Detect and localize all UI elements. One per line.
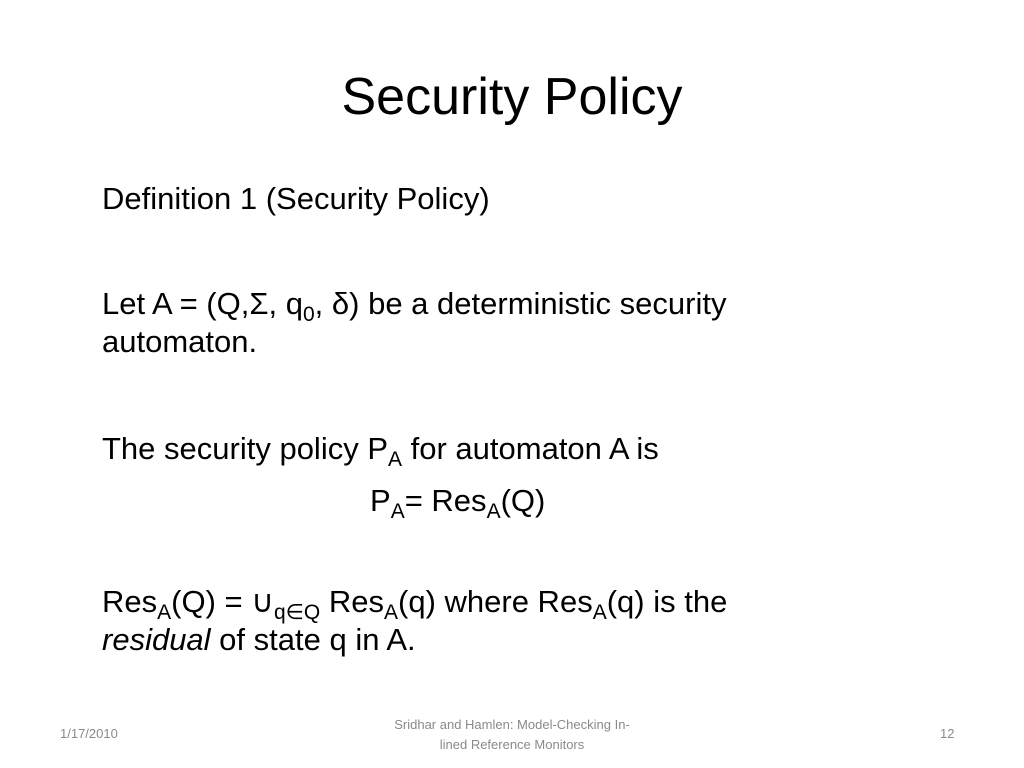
footer-date: 1/17/2010 — [60, 726, 118, 741]
union-part: (Q) = ∪ — [171, 584, 274, 619]
footer-citation-line-1: Sridhar and Hamlen: Model-Checking In- — [394, 717, 630, 732]
equation-res: = Res — [404, 483, 487, 518]
page-number: 12 — [940, 726, 955, 741]
union-subscript: q∈Q — [273, 601, 321, 624]
residual-continuation: of state q in A. — [210, 622, 416, 657]
automaton-definition-line — [102, 285, 727, 326]
footer-citation-line-2: lined Reference Monitors — [439, 737, 585, 752]
equation-res-subscript: A — [486, 500, 501, 523]
res-term-2: Res — [320, 584, 384, 619]
res-term-2-subscript: A — [384, 601, 399, 624]
p-subscript: A — [388, 448, 403, 471]
res-term-1-subscript: A — [157, 601, 172, 624]
res-term-1: Res — [102, 584, 158, 619]
slide-title: Security Policy — [341, 68, 683, 126]
policy-suffix: for automaton A is — [402, 431, 659, 466]
definition-heading: Definition 1 (Security Policy) — [102, 181, 490, 216]
where-part: (q) where Res — [398, 584, 593, 619]
residual-italic: residual — [102, 622, 211, 657]
equation-p-subscript: A — [390, 500, 405, 523]
residual-definition-continuation — [102, 621, 416, 659]
equation-p: P — [370, 483, 391, 518]
let-suffix: , δ) be a deterministic security — [314, 286, 727, 321]
policy-prefix: The security policy P — [102, 431, 388, 466]
is-the-part: (q) is the — [606, 584, 728, 619]
residual-definition-line — [102, 583, 728, 624]
equation-arg: (Q) — [500, 483, 546, 518]
q-subscript: 0 — [302, 303, 315, 326]
policy-equation — [370, 482, 546, 523]
policy-statement-line — [102, 430, 659, 471]
res-term-3-subscript: A — [592, 601, 607, 624]
footer-citation — [362, 715, 662, 755]
let-prefix: Let A = (Q,Σ, q — [102, 286, 303, 321]
automaton-definition-continuation: automaton. — [102, 324, 258, 359]
